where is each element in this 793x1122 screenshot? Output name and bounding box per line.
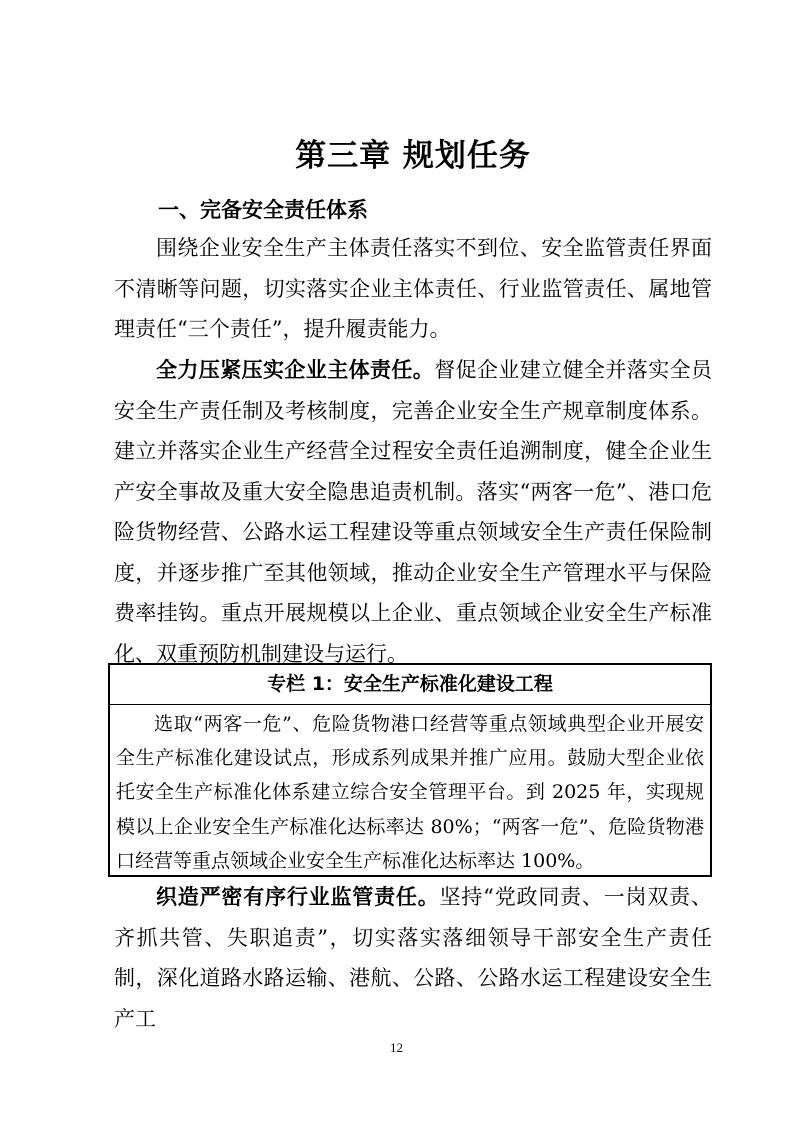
paragraph-body: 督促企业建立健全并落实全员安全生产责任制及考核制度，完善企业安全生产规章制度体系。建立并落实企业生产经营全过程安全责任追溯制度，健全企业生产安全事故及重大安全隐患追责机制。落实“两客一危”、港口危险货物经营、公路水运工程建设等重点领域安全生产责任保险制度，并逐步推广至其他领域，推动企业安全生产管理水平与保险费率挂钩。重点开展规模以上企业、重点领域企业安全生产标准化、双重预防机制建设与运行。 [114,358,713,666]
page-number: 12 [390,1040,403,1055]
chapter-title: 第三章 规划任务 [295,138,531,174]
section-heading: 一、完备安全责任体系 [158,198,368,222]
supervision-responsibility-paragraph [114,877,712,1039]
column-box-body: 选取“两客一危”、危险货物港口经营等重点领域典型企业开展安全生产标准化建设试点，形成系列成果并推广应用。鼓励大型企业依托安全生产标准化体系建立综合安全管理平台。到 2025 年，实现规模以上企业安全生产标准化达标率达 80%；“两客一危”、危险货物港口经营等重点领域企业安全生产标准化达标率达 100%。 [116,713,704,872]
paragraph-lead: 织造严密有序行业监管责任。 [156,885,440,909]
intro-paragraph: 围绕企业安全生产主体责任落实不到位、安全监管责任界面不清晰等问题，切实落实企业主体责任、行业监管责任、属地管理责任“三个责任”，提升履责能力。 [114,236,712,341]
enterprise-responsibility-paragraph [114,350,712,674]
paragraph-body: 坚持“党政同责、一岗双责、齐抓共管、失职追责”，切实落实落细领导干部安全生产责任制，深化道路水路运输、港航、公路、公路水运工程建设安全生产工 [114,885,712,1031]
paragraph-lead: 全力压紧压实企业主体责任。 [156,358,435,382]
column-box-title: 专栏 1：安全生产标准化建设工程 [110,665,710,705]
column-box [108,663,712,877]
